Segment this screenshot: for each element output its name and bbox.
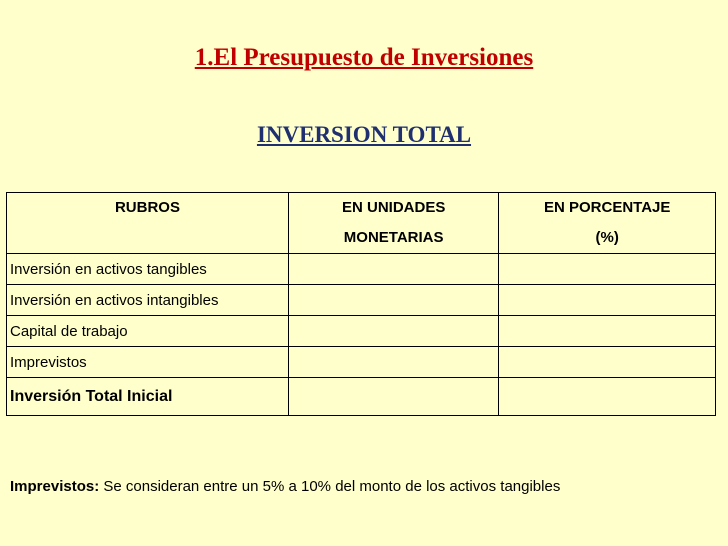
header-rubros — [7, 193, 289, 254]
footnote-text: Se consideran entre un 5% a 10% del monto de los activos tangibles — [99, 478, 561, 495]
total-monetarias-cell — [288, 378, 498, 416]
row-monetarias-cell — [288, 285, 498, 316]
table-row — [7, 254, 716, 285]
slide-title: 1.El Presupuesto de Inversiones — [194, 44, 534, 71]
total-label: Inversión Total Inicial — [7, 378, 289, 416]
row-label: Inversión en activos intangibles — [7, 285, 289, 316]
footnote-label: Imprevistos: — [10, 478, 100, 495]
table-row — [7, 285, 716, 316]
footnote — [10, 478, 560, 495]
table-header-row — [7, 193, 716, 254]
row-label: Capital de trabajo — [7, 316, 289, 347]
header-porcentaje — [499, 193, 716, 254]
table-total-row — [7, 378, 716, 416]
row-porcentaje-cell — [499, 347, 716, 378]
row-label: Inversión en activos tangibles — [7, 254, 289, 285]
investment-table — [6, 192, 716, 416]
row-monetarias-cell — [288, 347, 498, 378]
row-monetarias-cell — [288, 316, 498, 347]
row-porcentaje-cell — [499, 316, 716, 347]
header-unidades-monetarias — [288, 193, 498, 254]
total-porcentaje-cell — [499, 378, 716, 416]
header-porcentaje-line1: EN PORCENTAJE — [543, 199, 671, 216]
slide-subtitle: INVERSION TOTAL — [256, 122, 472, 147]
table-row — [7, 316, 716, 347]
header-unidades-line2: MONETARIAS — [343, 229, 444, 246]
header-porcentaje-line2: (%) — [595, 229, 619, 246]
header-rubros-label: RUBROS — [114, 199, 180, 216]
row-porcentaje-cell — [499, 285, 716, 316]
header-unidades-line1: EN UNIDADES — [341, 199, 446, 216]
table-row — [7, 347, 716, 378]
row-monetarias-cell — [288, 254, 498, 285]
row-porcentaje-cell — [499, 254, 716, 285]
row-label: Imprevistos — [7, 347, 289, 378]
